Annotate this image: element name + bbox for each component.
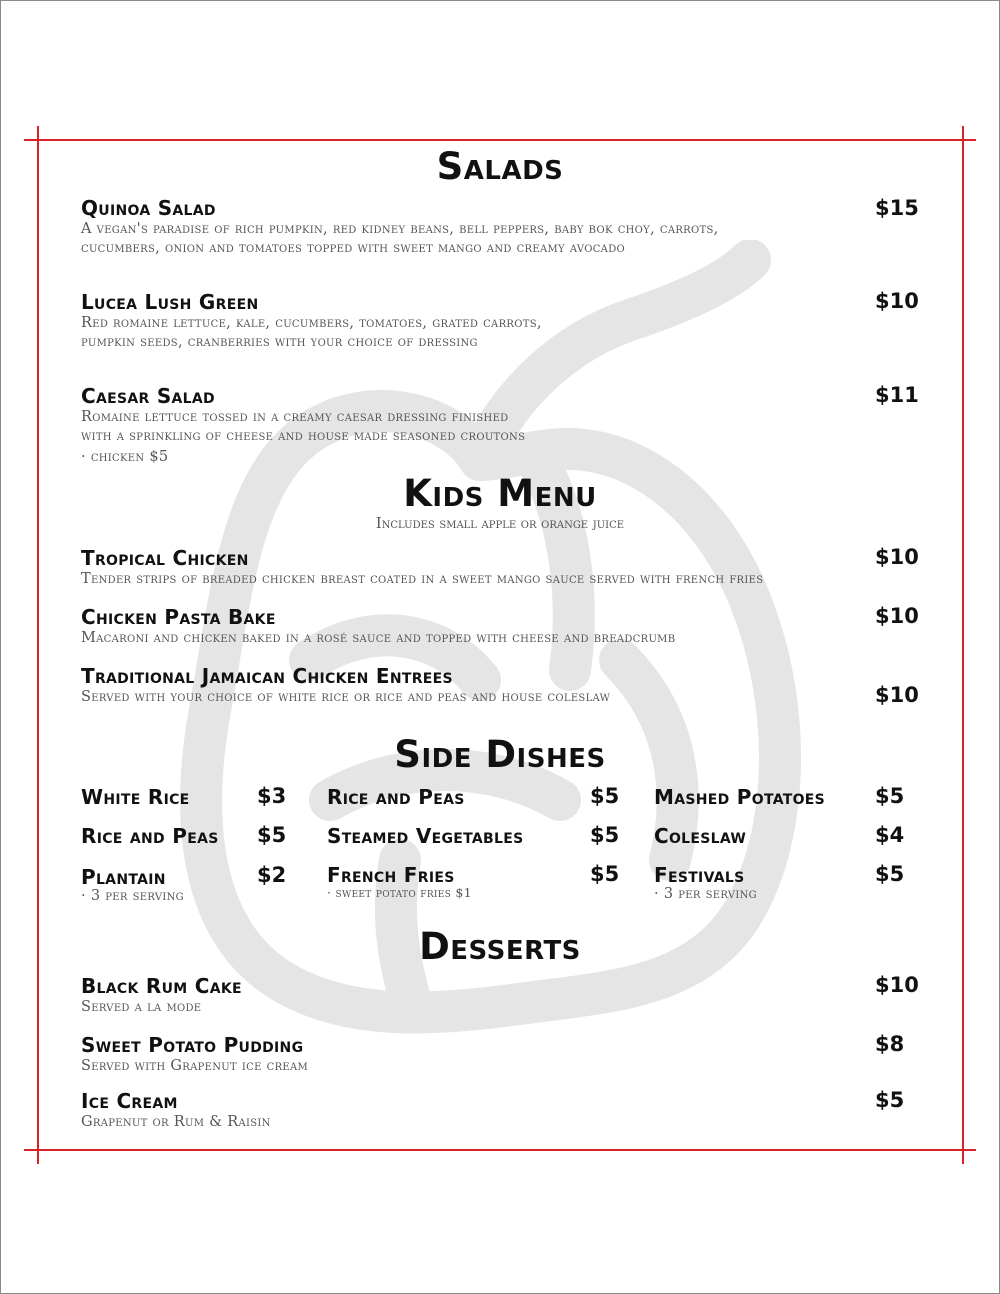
crop-line-bottom	[24, 1149, 976, 1151]
item-price: $15	[875, 196, 919, 220]
menu-item-lucea-lush-green	[81, 290, 542, 352]
item-description: Served with your choice of white rice or rice and peas and house coleslaw	[81, 689, 611, 705]
side-item-name: Coleslaw	[654, 824, 747, 848]
item-price: $10	[875, 604, 919, 628]
side-item-name: Steamed Vegetables	[327, 824, 524, 848]
item-price: $10	[875, 289, 919, 313]
side-item-note: · 3 per serving	[81, 888, 184, 904]
item-name: Ice Cream	[81, 1089, 178, 1113]
menu-item-caesar-salad	[81, 384, 525, 467]
side-item-price: $2	[257, 863, 287, 887]
side-item-name: Rice and Peas	[327, 785, 465, 809]
item-description: Red romaine lettuce, kale, cucumbers, tomatoes, grated carrots,	[81, 315, 542, 331]
item-name: Tropical Chicken	[81, 546, 249, 570]
salads-heading: Salads	[436, 145, 564, 188]
item-price: $10	[875, 545, 919, 569]
item-price: $8	[875, 1032, 905, 1056]
item-name: Sweet Potato Pudding	[81, 1033, 304, 1057]
item-name: Caesar Salad	[81, 384, 215, 408]
desserts-heading: Desserts	[419, 925, 581, 968]
item-description: Grapenut or Rum & Raisin	[81, 1114, 271, 1130]
item-name: Lucea Lush Green	[81, 290, 259, 314]
side-item-price: $4	[875, 823, 905, 847]
item-description: Served with Grapenut ice cream	[81, 1058, 309, 1074]
menu-item-chicken-pasta-bake	[81, 605, 675, 648]
item-description: pumpkin seeds, cranberries with your choice of dressing	[81, 334, 478, 350]
side-item-price: $5	[590, 862, 620, 886]
side-item-price: $5	[590, 784, 620, 808]
item-name: Quinoa Salad	[81, 196, 216, 220]
side-item-price: $5	[257, 823, 287, 847]
side-item-plantain	[81, 865, 184, 906]
side-item-french-fries	[327, 863, 472, 902]
crop-line-right	[962, 126, 964, 1164]
item-description: with a sprinkling of cheese and house made seasoned croutons	[81, 428, 526, 444]
side-item-name: White Rice	[81, 785, 190, 809]
menu-item-quinoa-salad	[81, 196, 719, 258]
menu-item-tropical-chicken	[81, 546, 763, 589]
kids-menu-subtitle: Includes small apple or orange juice	[375, 516, 625, 532]
side-dishes-heading: Side Dishes	[394, 733, 606, 776]
side-item-price: $3	[257, 784, 287, 808]
item-name: Traditional Jamaican Chicken Entrees	[81, 664, 453, 688]
item-description: Macaroni and chicken baked in a rosé sauce and topped with cheese and breadcrumb	[81, 630, 676, 646]
item-price: $5	[875, 1088, 905, 1112]
item-price: $11	[875, 383, 919, 407]
item-name: Chicken Pasta Bake	[81, 605, 276, 629]
crop-line-top	[24, 139, 976, 141]
menu-item-jamaican-chicken-entrees	[81, 664, 610, 707]
kids-menu-heading: Kids Menu	[403, 472, 597, 515]
item-description: A vegan's paradise of rich pumpkin, red kidney beans, bell peppers, baby bok choy, carrots,	[81, 221, 719, 237]
side-item-festivals	[654, 863, 757, 904]
side-item-name: Festivals	[654, 863, 745, 887]
side-item-name: Rice and Peas	[81, 824, 219, 848]
menu-item-black-rum-cake	[81, 974, 242, 1017]
item-description: Tender strips of breaded chicken breast coated in a sweet mango sauce served with french fries	[81, 571, 764, 587]
side-item-name: Plantain	[81, 865, 166, 889]
menu-item-ice-cream	[81, 1089, 271, 1132]
side-item-price: $5	[875, 862, 905, 886]
side-item-note: · sweet potato fries $1	[327, 885, 472, 900]
side-item-price: $5	[590, 823, 620, 847]
side-item-name: French Fries	[327, 863, 455, 887]
item-name: Black Rum Cake	[81, 974, 242, 998]
item-description: Served a la mode	[81, 999, 202, 1015]
menu-item-sweet-potato-pudding	[81, 1033, 308, 1076]
item-description: Romaine lettuce tossed in a creamy caesar dressing finished	[81, 409, 509, 425]
item-addon: · chicken $5	[81, 449, 169, 465]
side-item-name: Mashed Potatoes	[654, 785, 826, 809]
side-item-note: · 3 per serving	[654, 886, 757, 902]
item-description: cucumbers, onion and tomatoes topped with sweet mango and creamy avocado	[81, 240, 626, 256]
item-price: $10	[875, 683, 919, 707]
side-item-price: $5	[875, 784, 905, 808]
crop-line-left	[37, 126, 39, 1164]
item-price: $10	[875, 973, 919, 997]
